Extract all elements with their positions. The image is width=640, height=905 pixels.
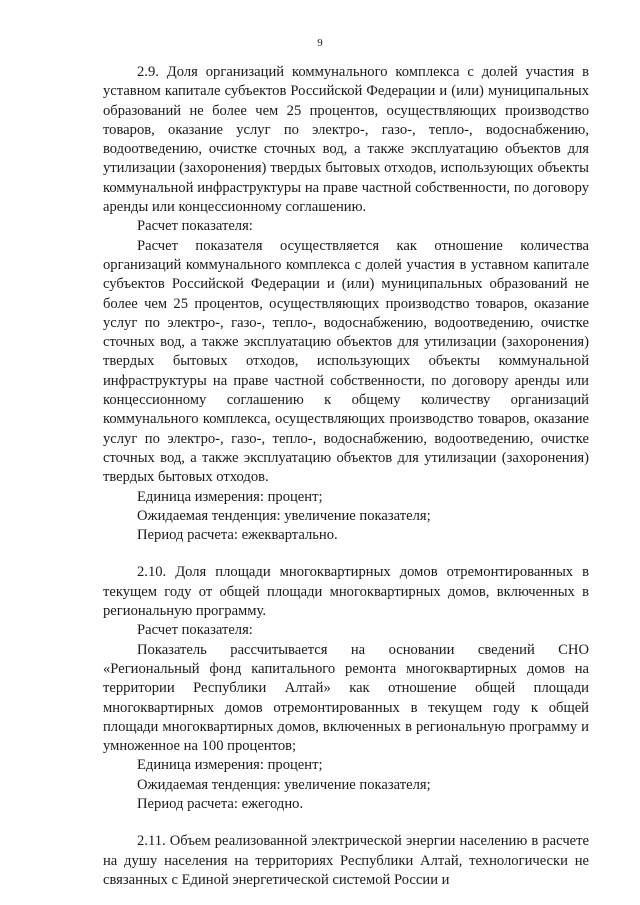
calculation-label: Расчет показателя: [137, 218, 253, 235]
section-gap [103, 545, 589, 563]
expected-trend: Ожидаемая тенденция: увеличение показателя; [137, 507, 431, 524]
section-heading: 2.10. Доля площади многоквартирных домов отремонтированных в текущем году от общей площади многоквартирных домов, включенных в региональную программу. [103, 564, 589, 620]
section-heading: 2.9. Доля организаций коммунального комплекса с долей участия в уставном капитале субъектов Российской Федерации и (или) муниципальных образований не более чем 25 процентов, осуществляющих производство товаров, оказание услуг по электро-, газо-, тепло-, водоснабжению, водоотведению, очистке сточных вод, а также эксплуатацию объектов для утилизации (захоронения) твердых бытовых отходов, использующих объекты коммунальной инфраструктуры на праве частной собственности, по договору аренды или концессионному соглашению. [103, 64, 589, 216]
section-2-11 [103, 832, 589, 890]
calculation-description: Показатель рассчитывается на основании сведений СНО «Региональный фонд капитального ремонта многоквартирных домов на территории Республики Алтай» как отношение общей площади многоквартирных домов отремонтированных в текущем году к общей площади многоквартирных домов, включенных в региональную программу и умноженное на 100 процентов; [103, 641, 589, 755]
calculation-period: Период расчета: ежеквартально. [137, 527, 338, 544]
expected-trend: Ожидаемая тенденция: увеличение показателя; [137, 776, 431, 793]
calculation-description: Расчет показателя осуществляется как отношение количества организаций коммунального комплекса с долей участия в уставном капитале субъектов Российской Федерации и (или) муниципальных образований не более чем 25 процентов, осуществляющих производство товаров, оказание услуг по электро-, газо-, тепло-, водоснабжению, водоотведению, очистке сточных вод, а также эксплуатацию объектов для утилизации (захоронения) твердых бытовых отходов, использующих объекты коммунальной инфраструктуры на праве частной собственности, по договору аренды или концессионному соглашению к общему количеству организаций коммунального комплекса, осуществляющих производство товаров, оказание услуг по электро-, газо-, тепло-, водоснабжению, водоотведению, очистке сточных вод, а также эксплуатацию объектов для утилизации (захоронения) твердых бытовых отходов. [103, 237, 589, 486]
section-2-9 [103, 63, 589, 545]
calculation-label: Расчет показателя: [137, 622, 253, 639]
section-gap [103, 814, 589, 832]
unit-of-measure: Единица измерения: процент; [137, 757, 323, 774]
section-heading: 2.11. Объем реализованной электрической энергии населению в расчете на душу населения на территориях Республики Алтай, технологически не связанных с Единой энергетической системой России и [103, 833, 589, 888]
calculation-period: Период расчета: ежегодно. [137, 795, 304, 812]
document-body [103, 63, 589, 890]
unit-of-measure: Единица измерения: процент; [137, 488, 323, 505]
page-number: 9 [317, 37, 323, 49]
section-2-10 [103, 563, 589, 814]
